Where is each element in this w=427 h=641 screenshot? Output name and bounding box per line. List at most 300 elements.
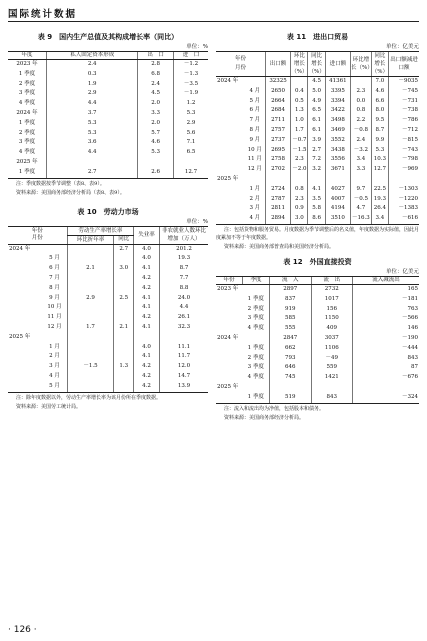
- t11-cell: [351, 175, 372, 185]
- t11-cell: 10 月: [247, 146, 262, 153]
- right-column: [216, 28, 419, 422]
- t10-cell: [42, 244, 67, 254]
- t10-cell: 1.3: [114, 362, 134, 372]
- table-row: [8, 70, 208, 80]
- t12-cell: 1 季度: [247, 295, 264, 302]
- table11-header-export: 出口额: [265, 52, 290, 77]
- t12-cell: [270, 383, 312, 393]
- t11-cell: 4.6: [371, 87, 388, 97]
- table-row: [8, 148, 208, 158]
- table11-title: 表 11 进出口贸易: [286, 33, 349, 41]
- t9-cell: －1.9: [173, 89, 208, 99]
- t10-cell: [8, 284, 42, 294]
- t11-cell: －731: [389, 97, 420, 107]
- t11-cell: [291, 77, 308, 87]
- t9-cell: [173, 158, 208, 168]
- t11-cell: 0.8: [291, 185, 308, 195]
- t10-cell: 32.3: [160, 323, 209, 333]
- t11-cell: 4 月: [249, 87, 261, 94]
- t12-cell: －676: [353, 373, 419, 383]
- t10-cell: [42, 333, 67, 343]
- table12-title: 表 12 外国直接投资: [283, 257, 352, 266]
- t9-cell: 3.7: [47, 109, 138, 119]
- t11-cell: 12 月: [247, 166, 262, 173]
- t9-cell: 5.3: [47, 119, 138, 129]
- table10-unit: 单位：%: [186, 218, 208, 225]
- table-row: [216, 204, 419, 214]
- table-row: [216, 175, 419, 185]
- table-row: [8, 382, 208, 392]
- t10-cell: 4 月: [49, 372, 60, 379]
- t11-cell: [245, 175, 266, 185]
- t12-cell: [216, 324, 243, 334]
- t9-cell: 4.4: [47, 99, 138, 109]
- table-row: [8, 294, 208, 304]
- t12-cell: 519: [270, 393, 312, 403]
- t11-cell: 3556: [325, 155, 350, 165]
- t9-cell: 5.6: [173, 129, 208, 139]
- t10-cell: 4.2: [134, 313, 160, 323]
- t12-cell: 837: [270, 295, 312, 305]
- t9-cell: 2 季度: [18, 80, 36, 87]
- t11-cell: 6 月: [249, 107, 261, 114]
- table9-unit: 单位：%: [186, 44, 208, 50]
- t12-cell: [216, 344, 243, 354]
- table-row: [8, 372, 208, 382]
- t11-cell: 0.8: [351, 106, 372, 116]
- t11-note: 资料来源：美国商务部普查局和美国经济分析局。: [224, 243, 335, 250]
- t9-cell: 2.8: [138, 60, 174, 70]
- t11-cell: 9 月: [249, 136, 261, 143]
- t12-header-1: 季度: [243, 276, 270, 284]
- t11-cell: 4.1: [308, 185, 325, 195]
- t12-note: 注：流入和流出均为净值，包括股本和债务。: [224, 405, 325, 412]
- t9-cell: 6.8: [138, 70, 174, 80]
- t12-cell: 1106: [311, 344, 353, 354]
- t9-cell: 4.4: [47, 148, 138, 158]
- t12-cell: 3 季度: [247, 315, 264, 322]
- t12-cell: 1 季度: [247, 344, 264, 351]
- t10-cell: 1 月: [49, 343, 60, 350]
- t12-cell: －444: [353, 344, 419, 354]
- table11-notes: [216, 226, 419, 251]
- t11-cell: 3.4: [351, 155, 372, 165]
- t11-cell: 3.4: [371, 214, 388, 224]
- t9-cell: 1.9: [47, 80, 138, 90]
- t9-cell: 2.9: [173, 119, 208, 129]
- table10: [8, 226, 208, 393]
- table-row: [216, 97, 419, 107]
- t11-cell: 2.3: [291, 195, 308, 205]
- t12-cell: [216, 393, 243, 403]
- t10-cell: 24.0: [160, 294, 209, 304]
- table10-header-productivity: 劳动生产率增长率: [67, 226, 134, 235]
- table10-title: 表 10 劳动力市场: [77, 207, 139, 216]
- t9-cell: 4.6: [138, 138, 174, 148]
- t10-cell: [134, 333, 160, 343]
- t12-cell: [216, 305, 243, 315]
- t11-cell: －3.2: [351, 146, 372, 156]
- t12-cell: 3037: [311, 334, 353, 344]
- t10-cell: 3.0: [114, 264, 134, 274]
- t11-cell: 8.7: [371, 126, 388, 136]
- t10-cell: [8, 343, 42, 353]
- t10-cell: [8, 313, 42, 323]
- t11-cell: 1 月: [249, 185, 261, 192]
- t10-cell: 2.1: [114, 323, 134, 333]
- table-row: [216, 214, 419, 224]
- t12-cell: 919: [270, 305, 312, 315]
- t11-cell: 2025 年: [217, 175, 239, 182]
- t9-header-1: 私人固定资本形成: [47, 52, 138, 60]
- t10-cell: [8, 352, 42, 362]
- t11-cell: 2737: [265, 136, 290, 146]
- t12-cell: 409: [311, 324, 353, 334]
- t11-cell: 3498: [325, 116, 350, 126]
- table-row: [8, 343, 208, 353]
- t11-cell: －16.3: [351, 214, 372, 224]
- t9-cell: 2.4: [138, 80, 174, 90]
- t12-cell: [216, 354, 243, 364]
- t10-cell: 4.1: [134, 303, 160, 313]
- t12-cell: 165: [353, 284, 419, 294]
- t11-cell: 9.5: [371, 116, 388, 126]
- t11-cell: 3438: [325, 146, 350, 156]
- t9-cell: 2 季度: [18, 129, 36, 136]
- table-row: [216, 344, 419, 354]
- t12-cell: 843: [311, 393, 353, 403]
- t12-cell: －190: [353, 334, 419, 344]
- t10-cell: [67, 372, 114, 382]
- t9-cell: 1 季度: [18, 119, 36, 126]
- t12-cell: 745: [270, 373, 312, 383]
- t9-cell: 6.5: [173, 148, 208, 158]
- t10-cell: 4.0: [134, 244, 160, 254]
- t9-cell: 0.3: [47, 70, 138, 80]
- t11-cell: 2711: [265, 116, 290, 126]
- t11-cell: [351, 77, 372, 87]
- t11-cell: －1.5: [291, 146, 308, 156]
- t12-cell: 146: [353, 324, 419, 334]
- t11-cell: 6.1: [308, 126, 325, 136]
- t11-cell: －1383: [389, 204, 420, 214]
- t12-cell: 1421: [311, 373, 353, 383]
- t12-cell: 87: [353, 363, 419, 373]
- t9-cell: 4.5: [138, 89, 174, 99]
- t9-cell: 4 季度: [18, 149, 36, 156]
- t12-cell: 2 季度: [247, 354, 264, 361]
- table9: [8, 51, 208, 179]
- t12-header-3: 流 出: [311, 276, 353, 284]
- t12-cell: 156: [311, 305, 353, 315]
- table-row: [8, 109, 208, 119]
- t10-cell: [114, 333, 134, 343]
- t11-cell: 0.9: [291, 204, 308, 214]
- table-row: [8, 254, 208, 264]
- t11-cell: 2702: [265, 165, 290, 175]
- t11-cell: 6.5: [308, 106, 325, 116]
- t10-cell: [8, 254, 42, 264]
- t11-cell: 3.5: [308, 195, 325, 205]
- t10-cell: [8, 303, 42, 313]
- t12-cell: 763: [353, 305, 419, 315]
- t10-cell: 2.9: [67, 294, 114, 304]
- t9-cell: 1 季度: [8, 168, 47, 178]
- t10-cell: 14.7: [160, 372, 209, 382]
- t11-cell: －2.0: [291, 165, 308, 175]
- table-row: [8, 129, 208, 139]
- t11-cell: 5 月: [249, 97, 261, 104]
- table-row: [216, 146, 419, 156]
- t9-cell: 3.3: [138, 109, 174, 119]
- t11-cell: －798: [389, 155, 420, 165]
- t9-cell: [47, 158, 138, 168]
- t11-cell: 4007: [325, 195, 350, 205]
- table-row: [216, 314, 419, 324]
- t11-note: 注：包括货物和服务贸易。月度数据为季节调整后的名义值，年度数据为实际值，因此月度累加不等于年度数据。: [216, 226, 420, 241]
- t12-header-0: 年份: [216, 276, 243, 284]
- t10-cell: [8, 274, 42, 284]
- table9-notes: [8, 180, 208, 197]
- t11-cell: 32325: [265, 77, 290, 87]
- t9-cell: 12.7: [173, 168, 208, 178]
- table-row: [216, 363, 419, 373]
- t11-cell: 2.4: [351, 136, 372, 146]
- table11-header-export-mom: 环比增长（%）: [291, 53, 308, 75]
- t11-cell: 4194: [325, 204, 350, 214]
- t11-cell: 4 月: [245, 214, 266, 224]
- t11-cell: 3.0: [291, 214, 308, 224]
- t10-cell: 2025 年: [9, 333, 31, 340]
- t10-cell: 7.7: [160, 274, 209, 284]
- t11-cell: 5.3: [371, 146, 388, 156]
- table-row: [8, 244, 208, 254]
- t10-cell: 4.2: [134, 274, 160, 284]
- t10-cell: [67, 313, 114, 323]
- t11-cell: 0.5: [291, 97, 308, 107]
- t10-cell: [67, 303, 114, 313]
- t9-cell: 5.3: [47, 129, 138, 139]
- t10-cell: 4.2: [134, 382, 160, 392]
- t11-cell: 5.8: [308, 204, 325, 214]
- t10-cell: 19.3: [160, 254, 209, 264]
- t9-header-3: 进 口: [173, 52, 208, 60]
- table-row: [216, 354, 419, 364]
- table-row: [216, 165, 419, 175]
- t9-cell: 2.9: [47, 89, 138, 99]
- table-row: [216, 195, 419, 205]
- t10-cell: [8, 264, 42, 274]
- t11-cell: 10.3: [371, 155, 388, 165]
- table11-unit: 单位：亿美元: [385, 44, 419, 50]
- t12-cell: 2847: [270, 334, 312, 344]
- t11-cell: [265, 175, 290, 185]
- t11-cell: 2.3: [291, 155, 308, 165]
- t11-cell: －1220: [389, 195, 420, 205]
- t11-cell: [216, 146, 245, 156]
- t12-cell: [243, 284, 270, 294]
- t10-cell: [8, 382, 42, 392]
- t11-cell: 1.0: [291, 116, 308, 126]
- t10-cell: 11 月: [47, 314, 62, 321]
- t10-cell: 4.2: [134, 362, 160, 372]
- t10-cell: 13.9: [160, 382, 209, 392]
- t11-cell: 3 月: [249, 205, 261, 212]
- t10-cell: 8.8: [160, 284, 209, 294]
- table-row: [8, 119, 208, 129]
- t12-cell: [311, 383, 353, 393]
- t11-cell: 4.5: [308, 77, 325, 87]
- t10-cell: 5 月: [49, 255, 60, 262]
- t12-cell: [243, 383, 270, 393]
- t12-cell: [243, 334, 270, 344]
- t12-cell: －49: [311, 354, 353, 364]
- t11-cell: 22.5: [371, 185, 388, 195]
- t11-cell: [371, 175, 388, 185]
- t10-cell: [8, 294, 42, 304]
- t11-cell: 8 月: [249, 126, 261, 133]
- t12-cell: [216, 363, 243, 373]
- table12: [216, 276, 419, 404]
- t12-cell: 793: [270, 354, 312, 364]
- t10-cell: 2 月: [49, 353, 60, 360]
- t10-cell: [8, 362, 42, 372]
- t10-cell: 11.7: [160, 352, 209, 362]
- t10-cell: [67, 333, 114, 343]
- t11-cell: 2.3: [351, 87, 372, 97]
- t11-cell: 26.4: [371, 204, 388, 214]
- t11-cell: 3671: [325, 165, 350, 175]
- t12-cell: 3 季度: [247, 364, 264, 371]
- t11-cell: 41361: [325, 77, 350, 87]
- t12-cell: [216, 295, 243, 305]
- t10-cell: 2024 年: [9, 245, 31, 252]
- t11-cell: [216, 185, 245, 195]
- t10-cell: 9 月: [49, 294, 60, 301]
- t11-cell: －0.5: [351, 195, 372, 205]
- t12-cell: 2024 年: [217, 334, 239, 341]
- table-row: [216, 106, 419, 116]
- t11-cell: 4027: [325, 185, 350, 195]
- t10-cell: 4.0: [134, 254, 160, 264]
- t12-cell: 1 季度: [243, 393, 270, 403]
- t11-cell: 3.2: [308, 165, 325, 175]
- t11-cell: 4.7: [351, 204, 372, 214]
- t9-cell: 2023 年: [16, 61, 38, 67]
- table9-title: 表 9 国内生产总值及其构成增长率（同比）: [37, 33, 179, 41]
- t10-cell: [67, 343, 114, 353]
- t9-cell: －1.3: [173, 70, 208, 80]
- t12-cell: 1150: [311, 314, 353, 324]
- t10-cell: －1.5: [67, 362, 114, 372]
- table-row: [216, 295, 419, 305]
- t9-cell: 3 季度: [18, 90, 36, 97]
- t11-cell: －786: [389, 116, 420, 126]
- t11-cell: 2787: [265, 195, 290, 205]
- table-row: [8, 60, 208, 70]
- t11-cell: －9035: [389, 77, 420, 87]
- t11-cell: [216, 214, 245, 224]
- t11-cell: 4.9: [308, 97, 325, 107]
- table-row: [8, 352, 208, 362]
- t9-cell: 2025 年: [16, 158, 38, 165]
- t10-cell: 201.2: [160, 244, 209, 254]
- t12-cell: 843: [353, 354, 419, 364]
- t12-cell: 1017: [311, 295, 353, 305]
- t11-cell: 3394: [325, 97, 350, 107]
- table-row: [216, 185, 419, 195]
- left-column: [8, 28, 208, 411]
- t10-note: 注：除年度数据以外，劳动生产率增长率为该月份所在季度数据。: [16, 394, 162, 401]
- t10-cell: 4.1: [134, 323, 160, 333]
- table11-header-import-yoy: 同比增长（%）: [371, 53, 389, 75]
- table11-header-balance: 出口额减进口额: [389, 52, 420, 77]
- t12-cell: 585: [270, 314, 312, 324]
- t11-cell: [216, 136, 245, 146]
- table-row: [8, 168, 208, 178]
- t12-cell: [353, 383, 419, 393]
- t9-cell: 2.7: [47, 168, 138, 178]
- table-row: [216, 87, 419, 97]
- t11-cell: －616: [389, 214, 420, 224]
- t10-cell: 4.2: [134, 284, 160, 294]
- t9-cell: 3.6: [47, 138, 138, 148]
- t12-cell: 4 季度: [247, 325, 264, 332]
- table-row: [8, 89, 208, 99]
- table10-header-nonfarm: 非农就业人数环比增加（万人）: [160, 226, 209, 244]
- t12-cell: 2 季度: [247, 305, 264, 312]
- t10-cell: [8, 323, 42, 333]
- t11-cell: 11 月: [247, 156, 262, 163]
- t10-cell: 11.1: [160, 343, 209, 353]
- t11-cell: 1.3: [291, 106, 308, 116]
- t11-cell: 7.0: [371, 77, 388, 87]
- t11-cell: [216, 195, 245, 205]
- t9-cell: 2.6: [138, 168, 174, 178]
- t10-cell: [114, 284, 134, 294]
- table-row: [8, 138, 208, 148]
- t11-cell: [245, 77, 266, 87]
- table-row: [8, 264, 208, 274]
- t10-cell: 2.5: [114, 294, 134, 304]
- t12-cell: 555: [270, 324, 312, 334]
- t11-cell: [216, 155, 245, 165]
- t11-cell: [216, 87, 245, 97]
- t11-cell: －1303: [389, 185, 420, 195]
- t11-cell: 3469: [325, 126, 350, 136]
- t11-cell: 2724: [265, 185, 290, 195]
- table11-header-export-yoy: 同比增长（%）: [308, 53, 325, 75]
- t9-cell: [138, 158, 174, 168]
- t10-cell: 4.1: [134, 294, 160, 304]
- t10-cell: [114, 313, 134, 323]
- t9-cell: 2.0: [138, 99, 174, 109]
- table-row: [216, 77, 419, 87]
- t9-cell: 5.7: [138, 129, 174, 139]
- t11-cell: 2.2: [351, 116, 372, 126]
- t10-cell: 4.0: [134, 343, 160, 353]
- table12-unit: 单位：亿美元: [385, 268, 419, 275]
- t10-cell: 4.1: [134, 264, 160, 274]
- t10-cell: [114, 343, 134, 353]
- table-row: [8, 323, 208, 333]
- t11-cell: 6.6: [371, 97, 388, 107]
- t10-cell: [67, 254, 114, 264]
- table-row: [8, 99, 208, 109]
- t12-cell: 2025 年: [217, 383, 239, 390]
- t11-cell: －0.7: [291, 136, 308, 146]
- t10-cell: 6 月: [49, 265, 60, 272]
